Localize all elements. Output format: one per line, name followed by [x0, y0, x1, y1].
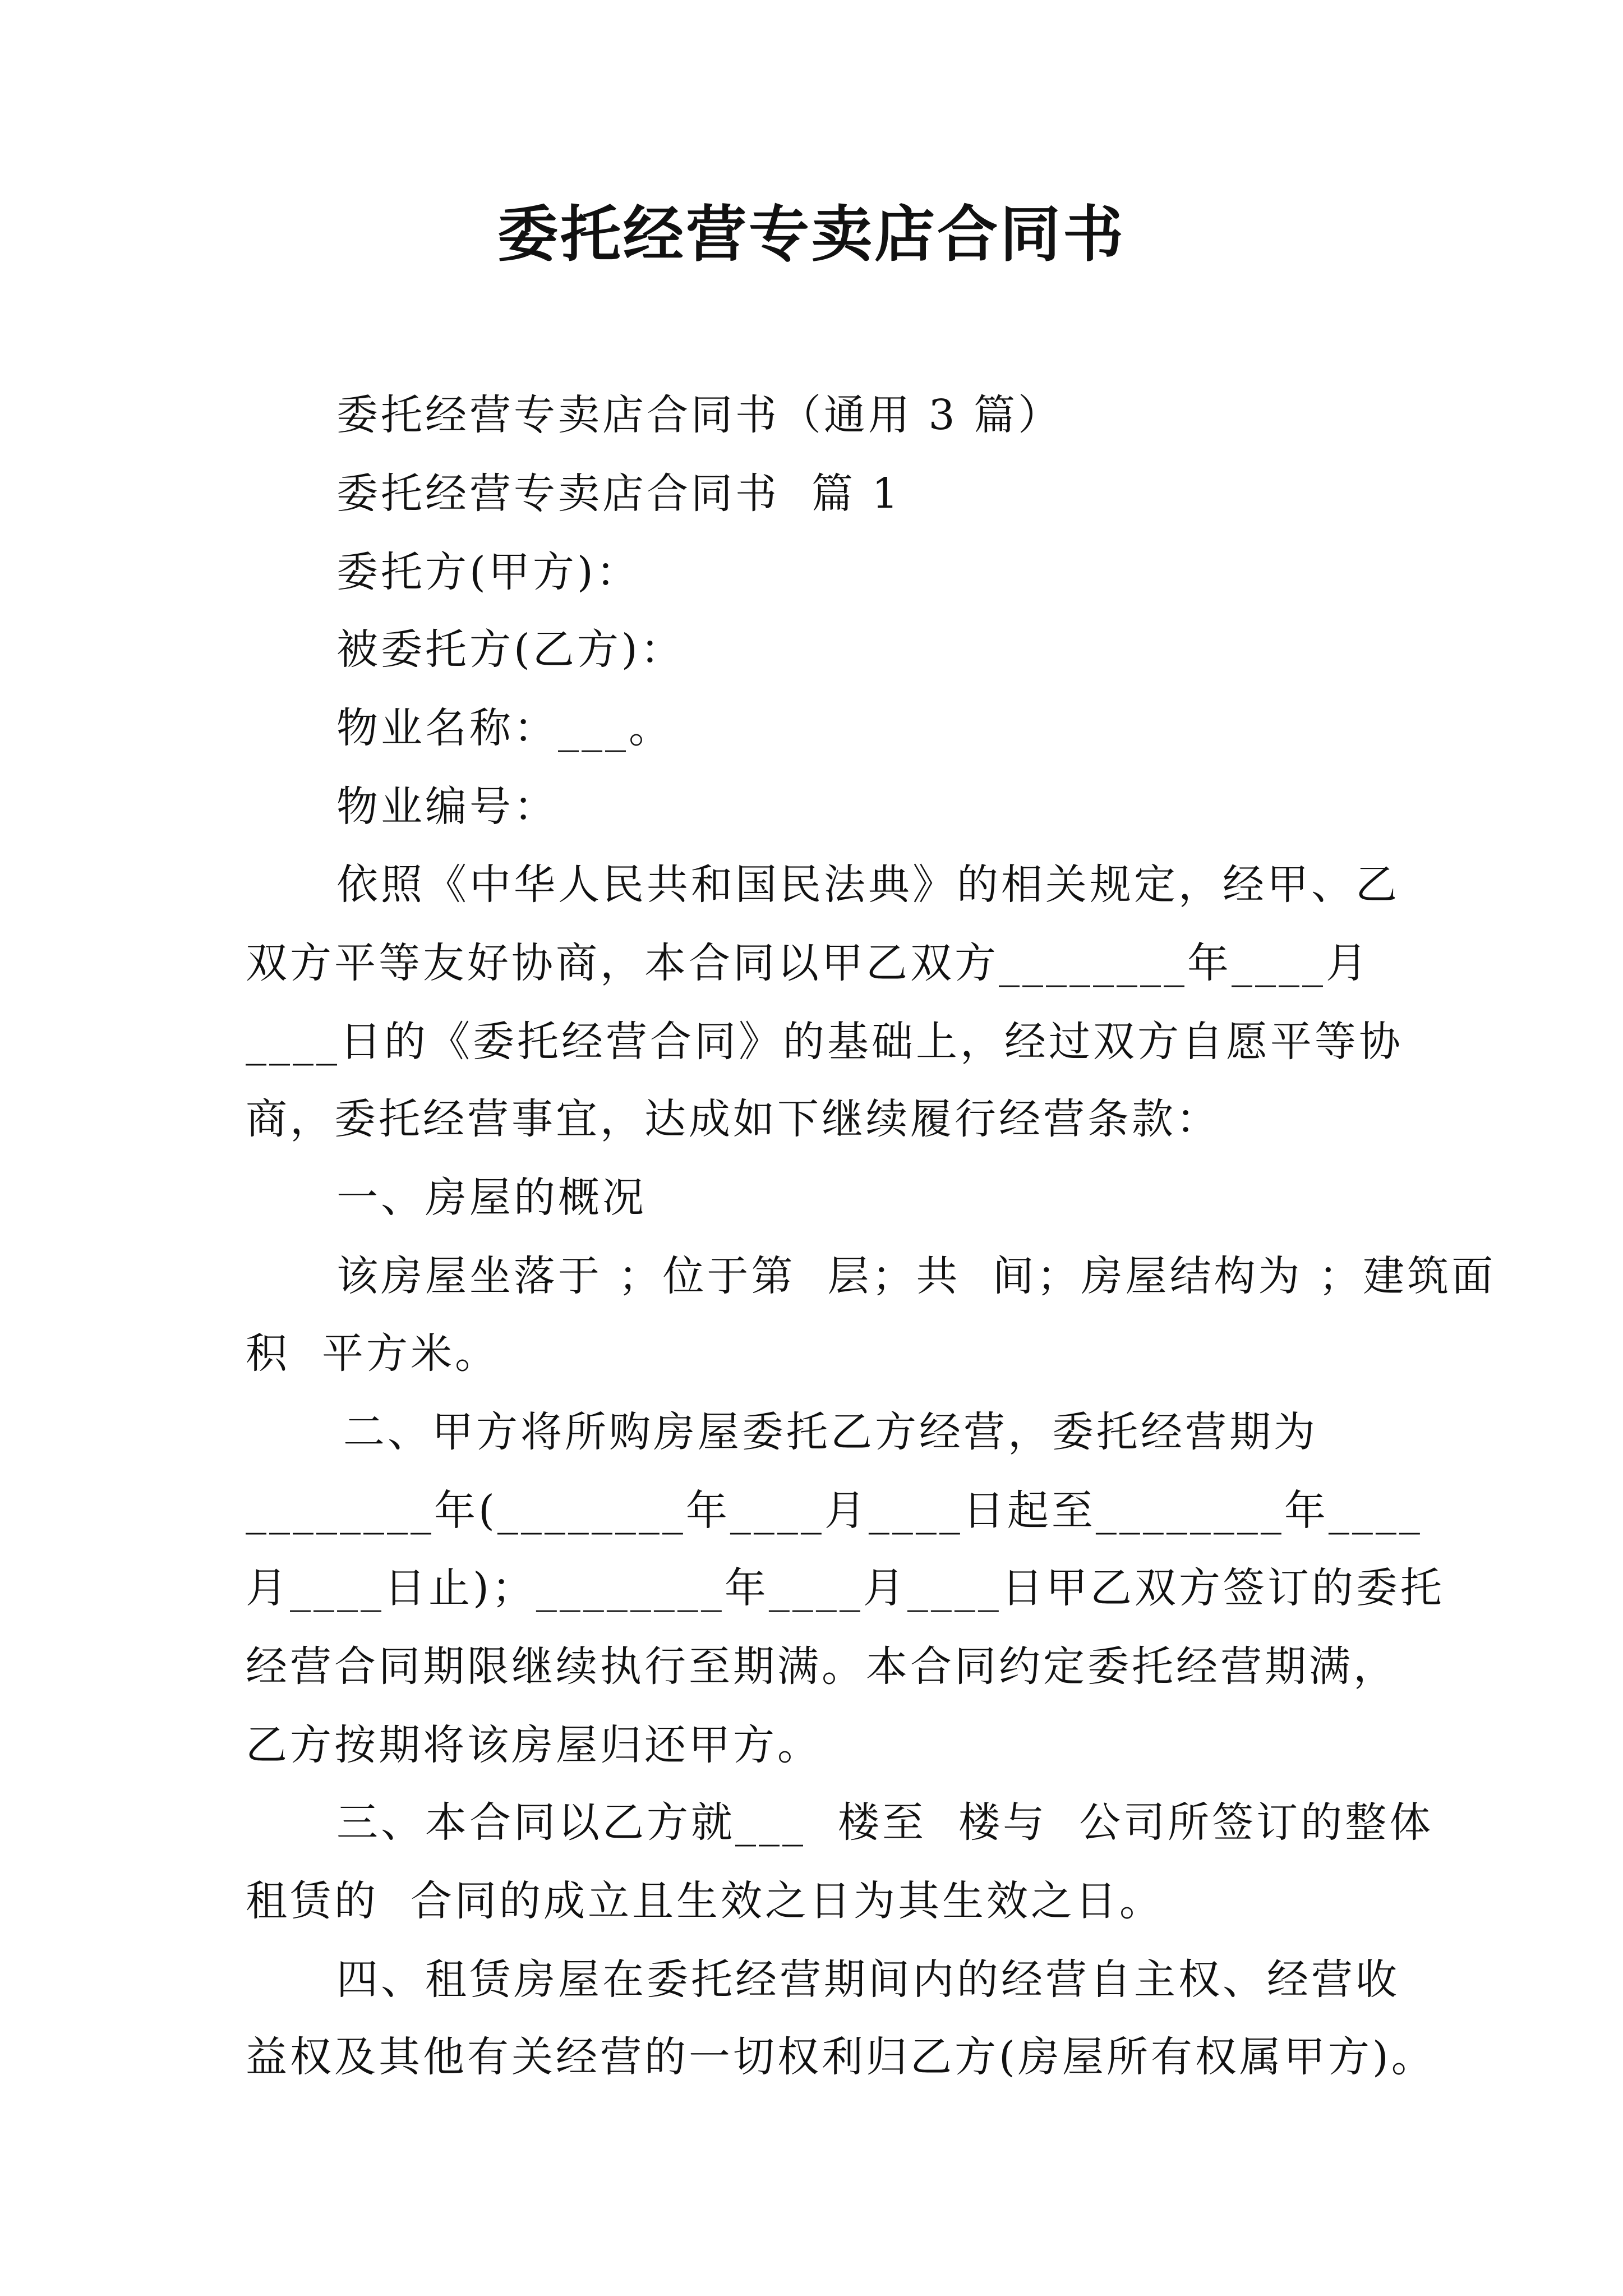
paragraph-line: 依照《中华人民共和国民法典》的相关规定，经甲、乙	[336, 861, 1400, 909]
paragraph-line: 经营合同期限继续执行至期满。本合同约定委托经营期满，	[246, 1642, 1398, 1691]
party-b-line: 被委托方(乙方)：	[336, 625, 685, 674]
property-number-line: 物业编号：	[336, 783, 558, 831]
paragraph-line: 三、本合同以乙方就___ 楼至 楼与 公司所签订的整体	[336, 1798, 1434, 1847]
paragraph-line: 双方平等友好协商，本合同以甲乙双方________年____月	[246, 939, 1370, 987]
subtitle-line: 委托经营专卖店合同书（通用 3 篇）	[336, 391, 1063, 439]
paragraph-line: 益权及其他有关经营的一切权利归乙方(房屋所有权属甲方)。	[246, 2033, 1436, 2081]
clause-heading-line: 一、房屋的概况	[336, 1174, 647, 1222]
paragraph-line: 乙方按期将该房屋归还甲方。	[246, 1721, 822, 1769]
paragraph-line: ____日的《委托经营合同》的基础上，经过双方自愿平等协	[246, 1018, 1403, 1066]
paragraph-line: 二、甲方将所购房屋委托乙方经营，委托经营期为	[343, 1408, 1318, 1456]
paragraph-line: 积 平方米。	[246, 1329, 500, 1378]
paragraph-line: 商，委托经营事宜，达成如下继续履行经营条款：	[246, 1095, 1220, 1143]
section-heading-line: 委托经营专卖店合同书 篇 1	[336, 470, 901, 518]
party-a-line: 委托方(甲方)：	[336, 548, 640, 596]
paragraph-line: 月____日止)；________年____月____日甲乙双方签订的委托	[246, 1564, 1445, 1612]
property-name-line: 物业名称：___。	[336, 704, 673, 752]
paragraph-line: 租赁的 合同的成立且生效之日为其生效之日。	[246, 1877, 1164, 1925]
paragraph-line: ________年(________年____月____日起至________年____	[246, 1487, 1423, 1535]
document-title: 委托经营专卖店合同书	[497, 199, 1126, 270]
paragraph-line: 该房屋坐落于 ；位于第 层；共 间；房屋结构为 ；建筑面	[336, 1252, 1496, 1300]
paragraph-line: 四、租赁房屋在委托经营期间内的经营自主权、经营收	[336, 1955, 1400, 2004]
